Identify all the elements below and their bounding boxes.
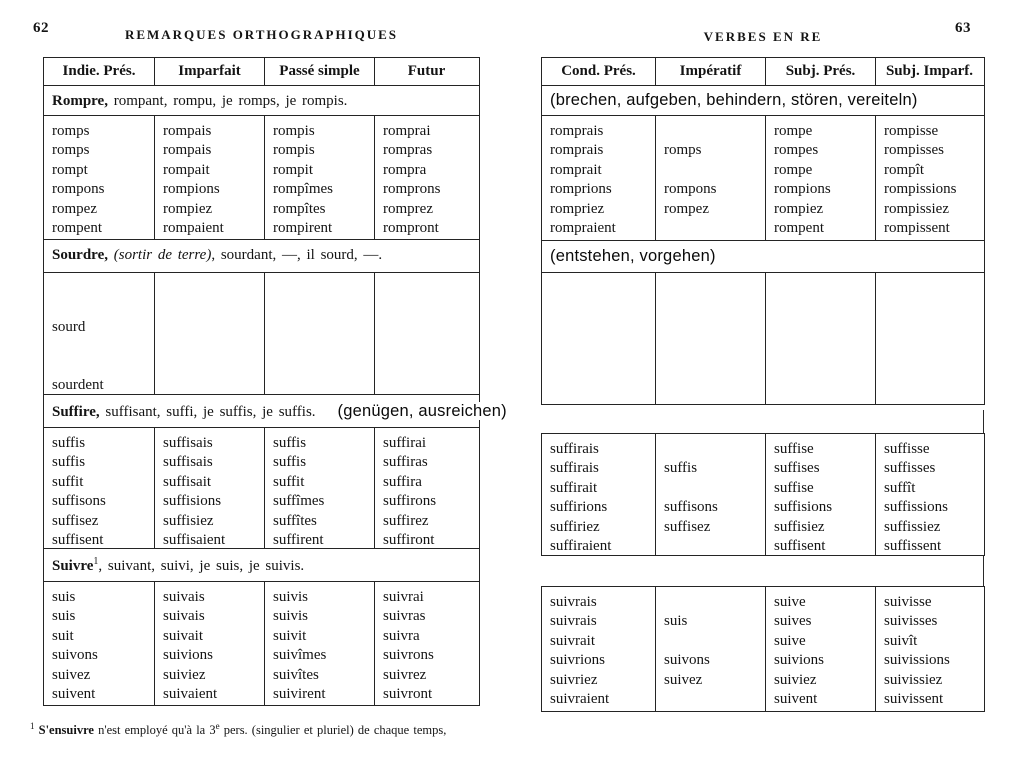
column-header-subj-imparf: Subj. Imparf. [875,58,983,85]
conjugation-cell: romprait [550,161,602,178]
conjugation-cell [542,279,655,298]
conjugation-cell: suivrait [550,632,595,649]
conjugation-cell: suffira [383,473,422,490]
right-table-header-row [542,58,984,86]
conjugation-cell [656,122,765,141]
verb-infinitive: Suffire, [52,404,100,420]
conjugation-cell: rompiez [163,200,213,217]
conjugation-cell [375,376,478,395]
conjugation-cell [542,337,655,356]
conjugation-cell: suivissiez [884,671,943,688]
conjugation-cell: romprons [383,181,441,198]
verb-infinitive: Sourdre, [52,247,114,263]
conjugation-cell [155,337,264,356]
conjugation-cell: suffisse [884,441,930,457]
conjugation-cell [375,337,478,356]
conjugation-cell: suffisez [664,518,711,535]
column-header-passe-simple: Passé simple [264,58,374,85]
conjugation-cell [656,537,765,556]
conjugation-cell [155,357,264,376]
conjugation-cell [876,318,983,337]
column-header-cond-pres: Cond. Prés. [561,63,636,79]
conjugation-cell [375,357,478,376]
conjugation-cell: rompissiez [884,200,949,217]
conjugation-cell: suivais [163,589,205,605]
conjugation-cell: suffisses [884,460,936,477]
conjugation-cell: suivirent [273,685,326,702]
verb-principal-parts: , suivant, suivi, je suis, je suivis. [98,558,305,574]
conjugation-cell: suffiras [383,454,428,471]
conjugation-cell: suffis [52,454,86,471]
column-header-imperatif: Impératif [655,58,765,85]
conjugation-cell: suffisent [52,531,104,548]
conjugation-cell: suffis [273,454,307,471]
right-conjugation-table-suffire [541,433,985,556]
conjugation-cell: suivions [163,647,214,664]
conjugation-column [44,273,154,394]
conjugation-cell: suivrai [383,589,424,605]
conjugation-column [374,273,478,394]
table-edge-line [983,556,984,586]
conjugation-cell [876,279,983,298]
left-table-header-row [44,58,479,86]
conjugation-cell: suffirez [383,512,429,529]
conjugation-cell: rompent [52,219,102,236]
conjugation-cell: suivissions [884,652,950,669]
footnote-reference-mark: 1 [93,556,99,567]
conjugation-cell: romprai [383,123,431,139]
conjugation-cell: suivisses [884,613,938,630]
verb-infinitive: Rompre, [52,93,108,109]
conjugation-cell [656,219,765,238]
conjugation-cell: suis [52,589,76,605]
conjugation-cell [766,357,875,376]
conjugation-cell: suffiraient [550,537,612,554]
footnote-superscript-e: e [215,721,220,731]
conjugation-cell: suffirions [550,499,608,516]
conjugation-cell: suivra [383,627,420,644]
conjugation-cell: rompaient [163,219,224,236]
conjugation-cell [542,376,655,395]
conjugation-column [655,273,765,404]
conjugation-column [542,116,655,240]
conjugation-cell: sourd [52,318,86,335]
conjugation-cell [876,376,983,395]
conjugation-column [264,582,374,705]
conjugation-cell: suit [52,627,74,644]
conjugation-cell: suivraient [550,690,610,707]
conjugation-cell: suffis [664,460,698,477]
conjugation-cell: suivrons [383,647,434,664]
conjugation-cell: suivrais [550,594,597,610]
conjugation-cell: rompez [664,200,709,217]
conjugation-column [44,428,154,548]
conjugation-cell: suivons [52,647,98,664]
conjugation-cell: romprez [383,200,433,217]
conjugation-cell: suffisions [774,499,833,516]
verb-principal-parts: rompant, rompu, je romps, je rompis. [107,93,348,109]
left-page-number: 62 [33,20,49,36]
conjugation-column [44,116,154,239]
conjugation-cell: romps [664,142,702,159]
conjugation-cell [375,279,478,298]
conjugation-cell [876,298,983,317]
conjugation-cell [265,337,374,356]
conjugation-column [374,116,478,239]
verb-principal-parts: suffisant, suffi, je suffis, je suffis. [99,404,316,420]
conjugation-cell: rompra [383,161,427,178]
conjugation-cell: romps [52,123,90,139]
conjugation-cell [766,279,875,298]
conjugation-cell: suffiriez [550,518,600,535]
conjugation-cell [265,376,374,395]
conjugation-cell: rompais [163,123,212,139]
conjugation-cell [155,376,264,395]
conjugation-cell: rompras [383,142,433,159]
conjugation-cell: suivais [163,608,205,625]
conjugation-cell: suffisais [163,454,213,471]
conjugation-cell: suffiront [383,531,435,548]
conjugation-cell: suffisiez [774,518,825,535]
conjugation-cell: suffisiez [163,512,214,529]
conjugation-cell: suffit [273,473,305,490]
conjugation-block-sourdre-right [542,273,984,404]
conjugation-cell [766,337,875,356]
conjugation-cell: rompisse [884,123,939,139]
column-header-indic-pres: Indie. Prés. [62,63,136,79]
conjugation-cell: suffirons [383,493,437,510]
conjugation-cell [44,357,154,376]
conjugation-cell: rompis [273,142,315,159]
conjugation-cell: rompe [774,123,813,139]
section-title-rompre [44,86,479,116]
conjugation-cell [656,357,765,376]
conjugation-cell: suffissions [884,499,948,516]
conjugation-cell: suffîmes [273,493,325,510]
conjugation-cell: suffissent [884,537,942,554]
conjugation-cell [656,318,765,337]
conjugation-column [154,582,264,705]
conjugation-cell: rompirent [273,219,333,236]
conjugation-cell: suiviez [163,666,206,683]
conjugation-cell: suivîtes [273,666,319,683]
conjugation-column [44,582,154,705]
section-title-suffire [44,395,507,428]
conjugation-cell [876,337,983,356]
left-running-title: REMARQUES ORTHOGRAPHIQUES [124,27,399,42]
conjugation-cell: suffise [774,479,814,496]
conjugation-block-sourdre [44,273,479,395]
conjugation-cell: rompions [774,181,831,198]
conjugation-cell: suis [52,608,76,625]
conjugation-cell [656,632,765,651]
footnote [30,721,446,738]
conjugation-cell: rompons [52,181,105,198]
conjugation-cell [656,161,765,180]
conjugation-cell: sourdent [52,376,104,393]
conjugation-block-suivre [44,582,479,705]
conjugation-cell: suffise [774,441,814,457]
conjugation-cell: suffirait [550,479,598,496]
conjugation-cell: suffisent [774,537,826,554]
conjugation-cell [876,357,983,376]
conjugation-cell: suivent [774,690,818,707]
conjugation-cell: suivit [273,627,307,644]
conjugation-cell: suffît [884,479,916,496]
column-header-subj-pres: Subj. Prés. [765,58,875,85]
conjugation-cell: rompit [273,161,313,178]
conjugation-block-suffire [44,428,479,549]
conjugation-cell: rompissions [884,181,957,198]
german-annotation-rompre: (brechen, aufgeben, behindern, stören, vereiteln) [542,86,984,116]
conjugation-column [875,273,983,404]
conjugation-cell: suffisions [163,493,222,510]
conjugation-cell: rompîtes [273,200,326,217]
conjugation-column [264,116,374,239]
conjugation-cell [265,357,374,376]
conjugation-column [264,273,374,394]
conjugation-cell: rompes [774,142,819,159]
conjugation-column [655,116,765,240]
conjugation-cell: rompisses [884,142,944,159]
conjugation-cell [656,690,765,709]
conjugation-cell: rompt [52,161,88,178]
footnote-verb: S'ensuivre [38,723,94,738]
conjugation-cell: suivisse [884,594,932,610]
conjugation-column [154,116,264,239]
conjugation-cell: suivras [383,608,426,625]
conjugation-cell: suffis [273,435,307,451]
conjugation-cell: suffises [774,460,820,477]
conjugation-cell: rompait [163,161,210,178]
conjugation-cell [375,298,478,317]
conjugation-cell [766,376,875,395]
conjugation-cell: rompiez [774,200,824,217]
conjugation-cell: suffirais [550,441,599,457]
conjugation-cell [265,298,374,317]
conjugation-cell: suffisaient [163,531,226,548]
left-conjugation-table [43,57,507,706]
conjugation-column [655,587,765,711]
conjugation-column [765,434,875,555]
right-conjugation-table-upper [541,57,985,405]
conjugation-cell [542,318,655,337]
conjugation-cell: suivez [52,666,91,683]
conjugation-cell [656,479,765,498]
german-annotation-suffire: (genügen, ausreichen) [332,402,511,420]
conjugation-cell: rompez [52,200,97,217]
conjugation-cell [44,337,154,356]
german-annotation-sourdre: (entstehen, vorgehen) [542,241,984,273]
conjugation-cell: suivez [664,671,703,688]
conjugation-column [154,428,264,548]
conjugation-cell: suffîtes [273,512,317,529]
conjugation-cell: suffis [52,435,86,451]
conjugation-column [875,434,983,555]
conjugation-block-rompre [44,116,479,240]
column-header-imparfait: Imparfait [154,58,264,85]
conjugation-cell: suffisez [52,512,99,529]
conjugation-cell: suis [664,613,688,630]
conjugation-cell [155,279,264,298]
conjugation-cell [542,298,655,317]
conjugation-cell: suive [774,632,806,649]
conjugation-cell: rompront [383,219,439,236]
right-running-title: VERBES EN RE [703,29,823,44]
conjugation-cell [656,376,765,395]
conjugation-column [264,428,374,548]
conjugation-column [374,582,478,705]
conjugation-column [655,434,765,555]
conjugation-cell [155,298,264,317]
conjugation-cell: suiviez [774,671,817,688]
conjugation-cell: suivront [383,685,433,702]
conjugation-cell: suivît [884,632,918,649]
conjugation-cell: romprions [550,181,612,198]
conjugation-column [765,116,875,240]
conjugation-cell: rompe [774,161,813,178]
conjugation-cell: rompions [163,181,220,198]
conjugation-cell [44,298,154,317]
conjugation-cell: rompais [163,142,212,159]
conjugation-cell: suffisons [52,493,106,510]
conjugation-column [542,587,655,711]
table-edge-line [983,410,984,433]
conjugation-column [542,434,655,555]
conjugation-cell: romprais [550,123,604,139]
conjugation-cell [766,298,875,317]
conjugation-column [154,273,264,394]
conjugation-cell: rompent [774,219,824,236]
conjugation-cell: suivons [664,652,710,669]
conjugation-cell: suives [774,613,812,630]
conjugation-cell: suffissiez [884,518,941,535]
conjugation-cell: suivaient [163,685,218,702]
conjugation-block-rompre-right [542,116,984,241]
conjugation-cell: suffisait [163,473,212,490]
footnote-marker: 1 [30,721,35,731]
conjugation-cell: suivrez [383,666,427,683]
conjugation-cell: rompîmes [273,181,333,198]
conjugation-cell [656,279,765,298]
footnote-text: n'est employé qu'à la 3 [93,723,216,738]
conjugation-cell: rompît [884,161,924,178]
conjugation-cell [265,318,374,337]
conjugation-cell: suivis [273,589,309,605]
section-title-suivre [44,549,479,582]
conjugation-cell [656,337,765,356]
conjugation-cell [375,318,478,337]
conjugation-cell [766,318,875,337]
conjugation-column [765,587,875,711]
conjugation-cell: suivriez [550,671,598,688]
conjugation-cell: suffirent [273,531,324,548]
verb-infinitive: Suivre [52,558,94,574]
conjugation-cell: suivissent [884,690,944,707]
conjugation-cell: romps [52,142,90,159]
right-conjugation-table-suivre [541,586,985,712]
conjugation-cell: suivrions [550,652,606,669]
conjugation-cell: suffirais [550,460,599,477]
conjugation-cell: suffit [52,473,84,490]
conjugation-cell: suivîmes [273,647,327,664]
conjugation-cell: suivis [273,608,309,625]
conjugation-column [875,116,983,240]
verb-principal-parts: , sourdant, —, il sourd, —. [211,247,383,263]
conjugation-cell: rompons [664,181,717,198]
conjugation-cell [44,279,154,298]
conjugation-cell: suivrais [550,613,597,630]
conjugation-cell: rompis [273,123,315,139]
conjugation-column [542,273,655,404]
conjugation-cell [265,279,374,298]
conjugation-cell: suffisais [163,435,213,451]
footnote-text-tail: pers. (singulier et pluriel) de chaque temps, [219,723,447,738]
conjugation-cell: romprais [550,142,604,159]
conjugation-column [374,428,478,548]
conjugation-cell [155,318,264,337]
conjugation-cell: suivions [774,652,825,669]
conjugation-column [875,587,983,711]
conjugation-cell: suive [774,594,806,610]
conjugation-block-suivre-right [542,587,984,711]
conjugation-cell: suffirai [383,435,427,451]
conjugation-cell: suffisons [664,499,718,516]
right-page-number: 63 [955,20,971,36]
verb-gloss-italic: (sortir de terre) [113,247,212,263]
conjugation-column [765,273,875,404]
conjugation-cell: rompissent [884,219,950,236]
conjugation-cell: rompraient [550,219,616,236]
conjugation-cell: rompriez [550,200,605,217]
conjugation-cell [656,593,765,612]
column-header-futur: Futur [374,58,478,85]
conjugation-cell: suivent [52,685,96,702]
conjugation-cell [656,440,765,459]
section-title-sourdre [44,240,479,273]
conjugation-cell: suivait [163,627,203,644]
conjugation-cell [542,357,655,376]
conjugation-block-suffire-right [542,434,984,555]
conjugation-cell [656,298,765,317]
